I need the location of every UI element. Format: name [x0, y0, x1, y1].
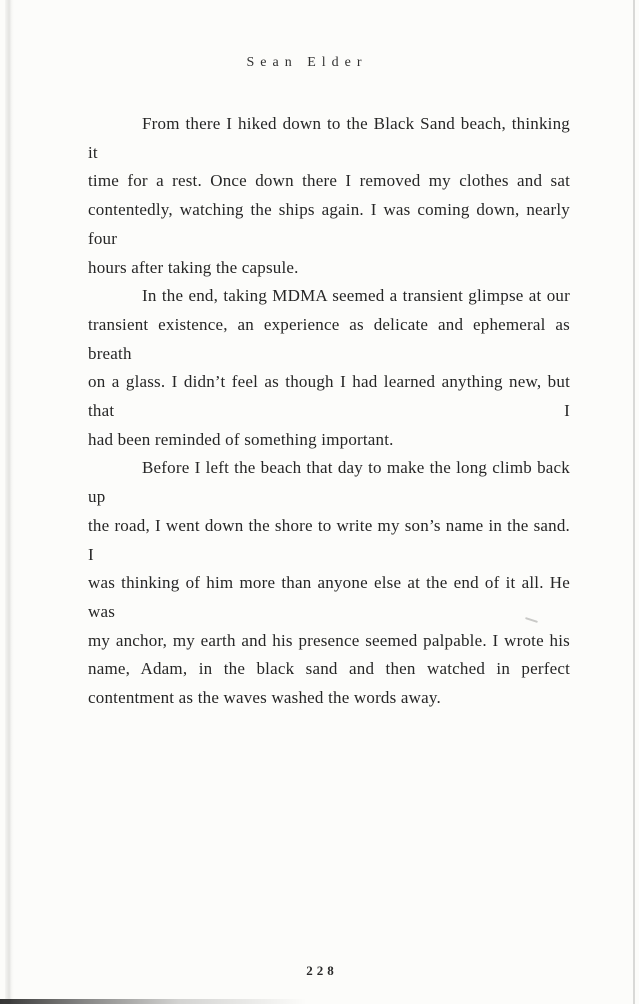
right-scan-edge: [633, 0, 635, 1004]
body-line: name, Adam, in the black sand and then watched in perfect: [88, 659, 570, 679]
body-line: contentedly, watching the ships again. I was coming down, nearly four: [88, 200, 570, 248]
body-line: my anchor, my earth and his presence seemed palpable. I wrote his: [88, 630, 570, 650]
body-text: [88, 110, 570, 713]
body-line: on a glass. I didn’t feel as though I had learned anything new, but that I: [88, 372, 570, 421]
paragraph: [88, 110, 570, 282]
page-number: 228: [306, 963, 338, 978]
paragraph: [88, 454, 570, 712]
body-line: the road, I went down the shore to write my son’s name in the sand. I: [88, 515, 570, 564]
left-scan-edge: [5, 0, 14, 1004]
body-line: had been reminded of something important.: [88, 429, 394, 449]
running-header: Sean Elder: [246, 55, 368, 70]
body-line: time for a rest. Once down there I removed my clothes and sat: [88, 171, 570, 191]
body-line: was thinking of him more than anyone else at the end of it all. He was: [88, 573, 570, 621]
body-line: From there I hiked down to the Black Sand beach, thinking it: [88, 114, 570, 162]
body-line: hours after taking the capsule.: [88, 257, 299, 277]
body-line: In the end, taking MDMA seemed a transient glimpse at our: [142, 286, 570, 306]
bottom-scan-edge: [0, 999, 639, 1004]
paragraph: [88, 282, 570, 454]
body-line: Before I left the beach that day to make the long climb back up: [88, 458, 570, 507]
body-line: transient existence, an experience as delicate and ephemeral as breath: [88, 314, 570, 363]
body-line: contentment as the waves washed the words away.: [88, 688, 441, 708]
